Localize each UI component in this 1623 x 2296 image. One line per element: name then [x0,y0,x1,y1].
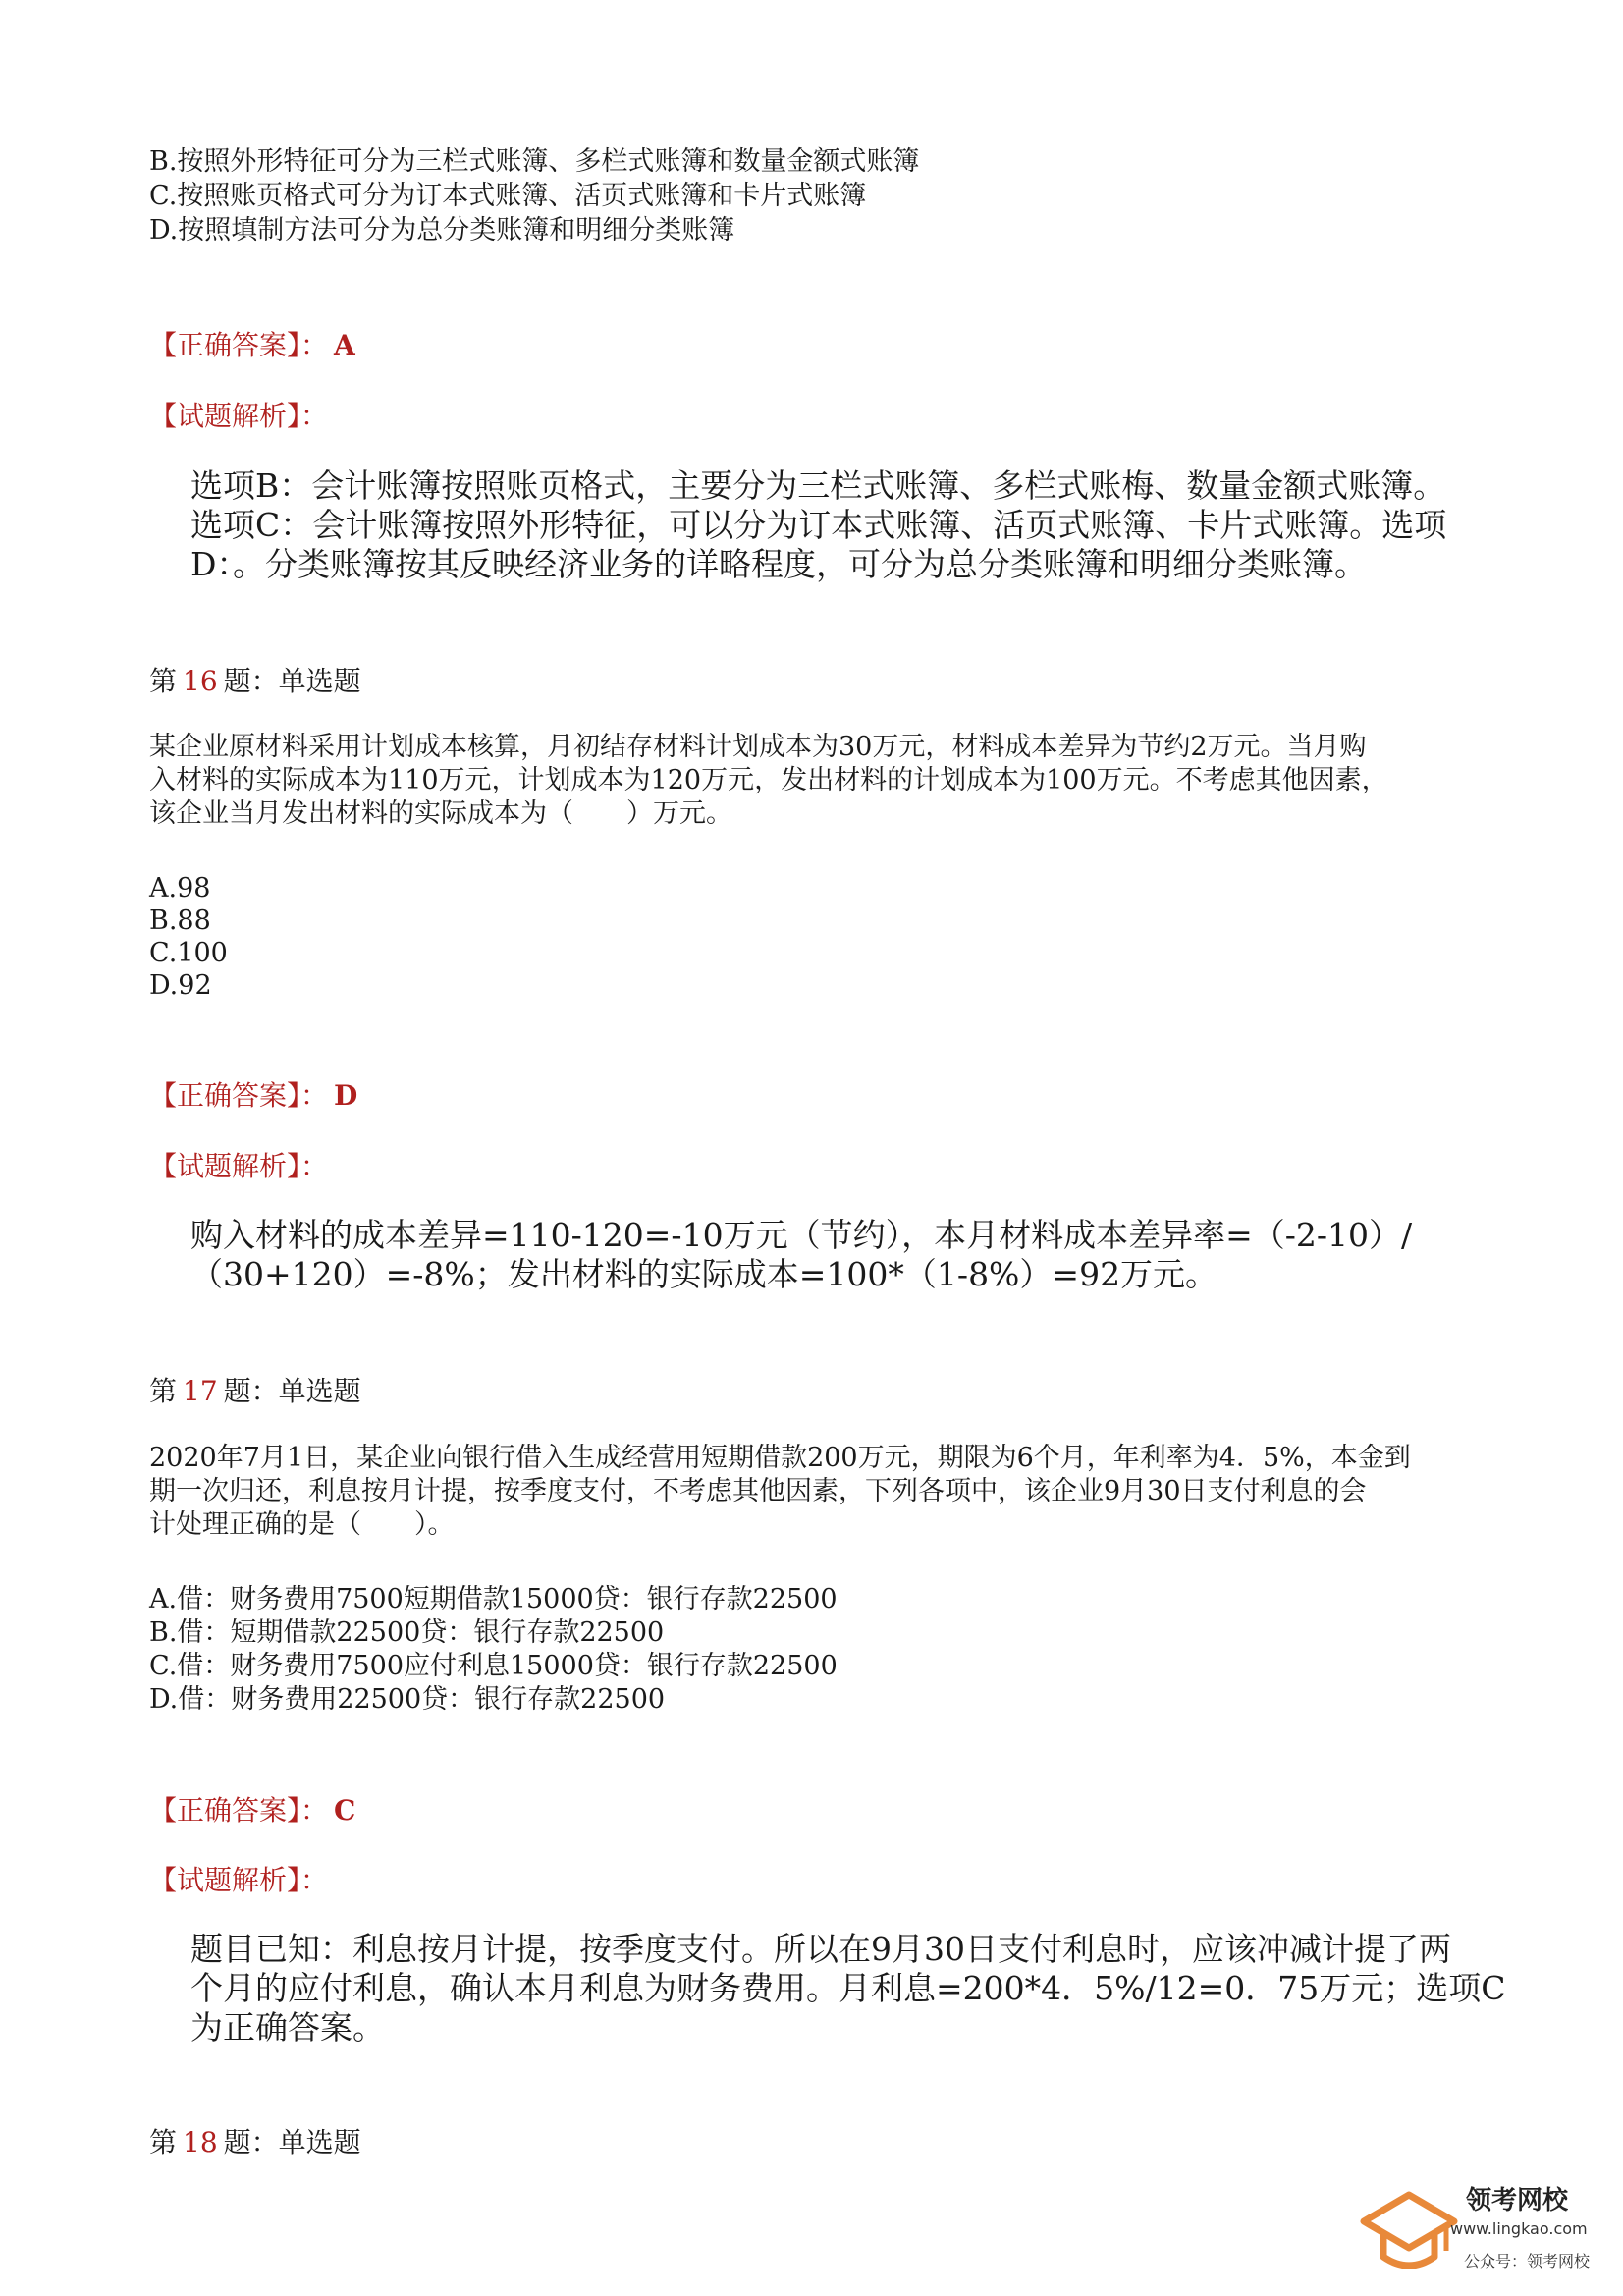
answer-line [149,324,355,363]
answer-value: C [334,1794,356,1827]
option-d: D.按照填制方法可分为总分类账簿和明细分类账簿 [149,215,735,246]
question-number: 17 [183,1375,218,1407]
brand-wechat: 公众号：领考网校 [1464,2252,1591,2270]
question-stem: 2020年7月1日，某企业向银行借入生成经营用短期借款200万元，期限为6个月，年利率为4．5%，本金到 [149,1443,1411,1473]
question-stem: 计处理正确的是（ ）。 [149,1509,455,1540]
answer-line [149,1074,357,1114]
answer-line [149,1789,355,1829]
option-b: B.按照外形特征可分为三栏式账簿、多栏式账簿和数量金额式账簿 [149,146,920,177]
brand-site: www.lingkao.com [1450,2219,1588,2238]
analysis-line: 选项C：会计账簿按照外形特征，可以分为订本式账簿、活页式账簿、卡片式账簿。选项 [190,506,1447,544]
option-a: A.98 [149,873,211,903]
option-c: C.100 [149,938,228,968]
question-header [149,660,361,699]
question-stem: 某企业原材料采用计划成本核算，月初结存材料计划成本为30万元，材料成本差异为节约2万元。当月购 [149,732,1367,762]
brand-name: 领考网校 [1466,2186,1569,2215]
option-b: B.借：短期借款22500贷：银行存款22500 [149,1617,665,1648]
question-prefix: 第 [149,665,178,697]
analysis-line: 选项B：会计账簿按照账页格式，主要分为三栏式账簿、多栏式账梅、数量金额式账簿。 [190,466,1446,505]
question-type: 题：单选题 [223,1375,361,1407]
question-prefix: 第 [149,2126,178,2159]
brand-logo [1360,2180,1596,2288]
analysis-line: （30+120）=-8%；发出材料的实际成本=100*（1-8%）=92万元。 [190,1255,1218,1293]
option-d: D.借：财务费用22500贷：银行存款22500 [149,1684,666,1715]
answer-value: D [334,1079,358,1112]
option-c: C.按照账页格式可分为订本式账簿、活页式账簿和卡片式账簿 [149,181,867,211]
question-prefix: 第 [149,1375,178,1407]
answer-label: 【正确答案】： [149,1079,329,1112]
question-type: 题：单选题 [223,2126,361,2159]
analysis-line: 个月的应付利息，确认本月利息为财务费用。月利息=200*4．5%/12=0．75万元；选项C [190,1969,1506,2007]
question-stem: 该企业当月发出材料的实际成本为（ ）万元。 [149,798,732,829]
analysis-line: 为正确答案。 [190,2008,385,2047]
option-c: C.借：财务费用7500应付利息15000贷：银行存款22500 [149,1651,838,1681]
question-number: 18 [183,2126,218,2159]
analysis-line: 题目已知：利息按月计提，按季度支付。所以在9月30日支付利息时，应该冲减计提了两 [190,1930,1451,1968]
answer-label: 【正确答案】： [149,1794,329,1827]
answer-label: 【正确答案】： [149,329,329,361]
question-header [149,2121,361,2160]
question-number: 16 [183,665,218,697]
option-a: A.借：财务费用7500短期借款15000贷：银行存款22500 [149,1584,838,1614]
question-header [149,1370,361,1409]
analysis-label: 【试题解析】： [149,400,329,432]
analysis-label: 【试题解析】： [149,1864,329,1896]
answer-value: A [334,329,355,361]
question-stem: 期一次归还，利息按月计提，按季度支付，不考虑其他因素，下列各项中，该企业9月30日支付利息的会 [149,1476,1367,1506]
question-type: 题：单选题 [223,665,361,697]
question-stem: 入材料的实际成本为110万元，计划成本为120万元，发出材料的计划成本为100万元。不考虑其他因素， [149,765,1388,795]
graduation-cap-icon [1360,2190,1458,2278]
analysis-label: 【试题解析】： [149,1150,329,1182]
option-d: D.92 [149,970,212,1001]
analysis-line: 购入材料的成本差异=110-120=-10万元（节约），本月材料成本差异率=（-2-10）/ [190,1216,1413,1254]
option-b: B.88 [149,905,211,936]
analysis-line: D：。分类账簿按其反映经济业务的详略程度，可分为总分类账簿和明细分类账簿。 [190,545,1367,583]
